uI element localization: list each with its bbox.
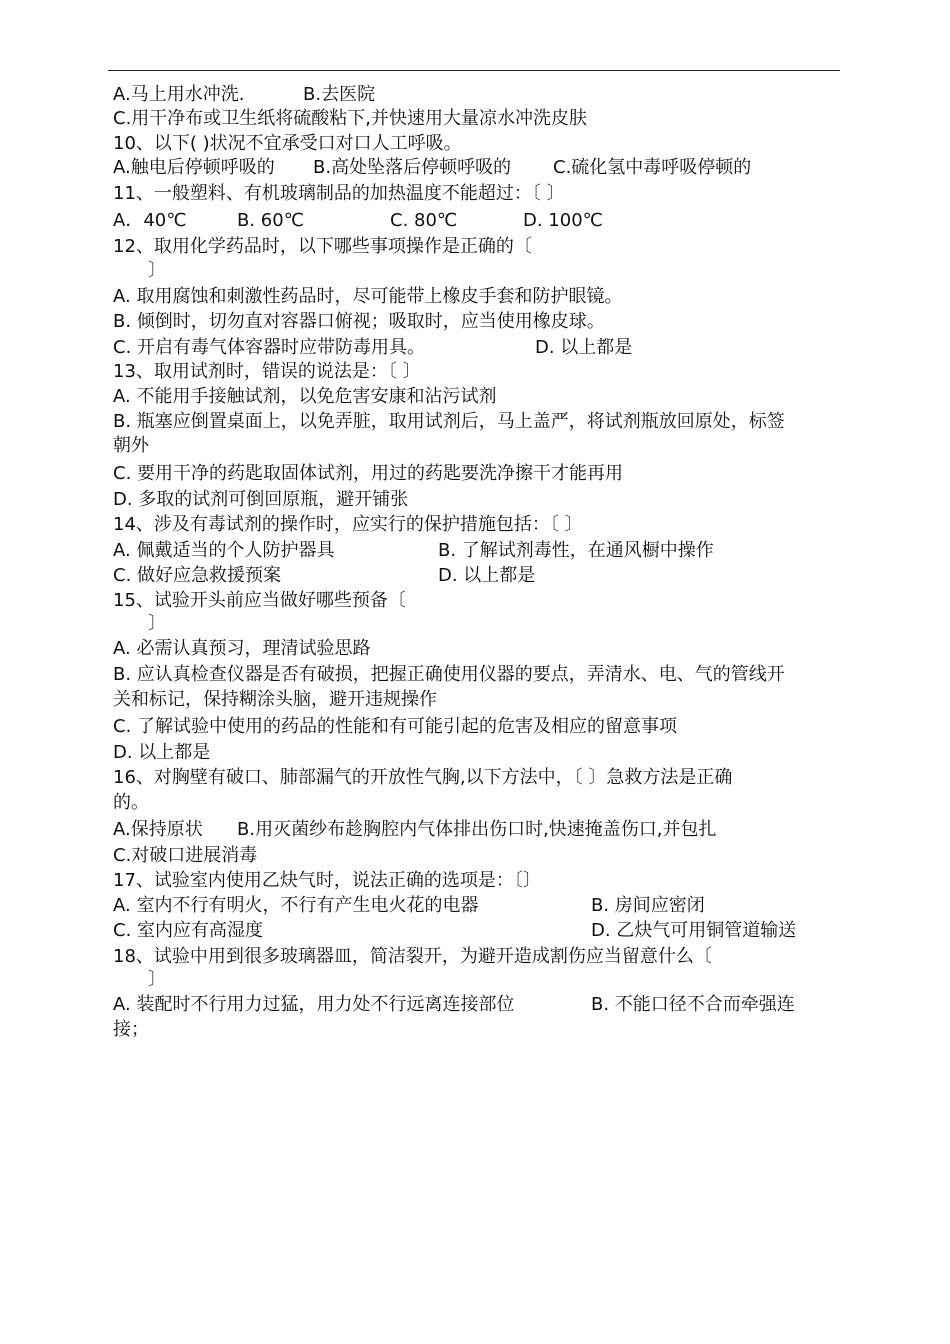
question-13-option-a: A. 不能用手接触试剂，以免危害安康和沾污试剂	[113, 386, 497, 407]
option-c: C.硫化氢中毒呼吸停顿的	[553, 157, 752, 178]
question-15-option-b-cont: 关和标记，保持糊涂头脑，避开违规操作	[113, 689, 437, 710]
question-15-option-a: A. 必需认真预习，理清试验思路	[113, 638, 371, 659]
option-d: D. 100℃	[523, 210, 603, 231]
option-a: A. 装配时不行用力过猛，用力处不行远离连接部位	[113, 994, 515, 1015]
question-12-option-b: B. 倾倒时，切勿直对容器口俯视；吸取时，应当使用橡皮球。	[113, 311, 605, 332]
question-13-option-d: D. 多取的试剂可倒回原瓶，避开铺张	[113, 489, 409, 510]
option-a: A.保持原状	[113, 819, 203, 840]
question-18-stem: 18、试验中用到很多玻璃器皿，简洁裂开，为避开造成割伤应当留意什么〔	[113, 946, 712, 967]
option-b: B. 不能口径不合而牵强连	[591, 994, 795, 1015]
option-b: B.高处坠落后停顿呼吸的	[313, 157, 512, 178]
question-16-stem-cont: 的。	[113, 792, 149, 813]
option-c: C. 做好应急救援预案	[113, 565, 282, 586]
header-rule	[108, 70, 840, 71]
option-b: B. 房间应密闭	[591, 895, 705, 916]
option-b: B.用灭菌纱布趁胸腔内气体排出伤口时,快速掩盖伤口,并包扎	[237, 819, 717, 840]
question-13-option-b: B. 瓶塞应倒置桌面上，以免弄脏，取用试剂后，马上盖严，将试剂瓶放回原处，标签	[113, 411, 785, 432]
question-15-stem: 15、试验开头前应当做好哪些预备〔	[113, 590, 406, 611]
question-13-stem: 13、取用试剂时，错误的说法是：〔 〕	[113, 361, 421, 382]
option-a: A. 佩戴适当的个人防护器具	[113, 540, 335, 561]
option-d: D. 乙炔气可用铜管道输送	[591, 920, 797, 941]
question-12-stem: 12、取用化学药品时，以下哪些事项操作是正确的〔	[113, 236, 532, 257]
question-16-option-c: C.对破口进展消毒	[113, 845, 258, 866]
option-d: D. 以上都是	[535, 337, 633, 358]
question-17-stem: 17、试验室内使用乙炔气时，说法正确的选项是：〔〕	[113, 870, 541, 891]
question-15-option-b: B. 应认真检查仪器是否有破损，把握正确使用仪器的要点，弄清水、电、气的管线开	[113, 664, 785, 685]
question-11-stem: 11、一般塑料、有机玻璃制品的加热温度不能超过：〔 〕	[113, 183, 565, 204]
option-b: B. 了解试剂毒性，在通风橱中操作	[438, 540, 714, 561]
question-12-option-a: A. 取用腐蚀和刺激性药品时，尽可能带上橡皮手套和防护眼镜。	[113, 286, 623, 307]
question-15-option-c: C. 了解试验中使用的药品的性能和有可能引起的危害及相应的留意事项	[113, 716, 678, 737]
question-15-stem-bracket: 〕	[148, 613, 166, 634]
question-18-option-b-cont: 接；	[113, 1019, 149, 1040]
option-c: C. 80℃	[390, 210, 458, 231]
option-b: B. 60℃	[237, 210, 304, 231]
question-13-option-b-cont: 朝外	[113, 435, 149, 456]
question-13-option-c: C. 要用干净的药匙取固体试剂，用过的药匙要洗净擦干才能再用	[113, 463, 624, 484]
option-c: C.用干净布或卫生纸将硫酸粘下,并快速用大量凉水冲洗皮肤	[113, 108, 588, 129]
question-16-stem: 16、对胸壁有破口、肺部漏气的开放性气胸,以下方法中，〔 〕急救方法是正确	[113, 767, 733, 788]
option-a: A. 室内不行有明火，不行有产生电火花的电器	[113, 895, 479, 916]
question-18-stem-bracket: 〕	[148, 969, 166, 990]
option-a: A．40℃	[113, 210, 187, 231]
question-14-stem: 14、涉及有毒试剂的操作时，应实行的保护措施包括：〔 〕	[113, 514, 583, 535]
option-c: C. 室内应有高湿度	[113, 920, 264, 941]
option-a: A.触电后停顿呼吸的	[113, 157, 275, 178]
question-15-option-d: D. 以上都是	[113, 742, 211, 763]
option-a: A.马上用水冲洗.	[113, 84, 245, 105]
question-12-stem-bracket: 〕	[148, 260, 166, 281]
question-10-stem: 10、以下( )状况不宜承受口对口人工呼吸。	[113, 133, 462, 154]
option-b: B.去医院	[303, 84, 376, 105]
option-c: C. 开启有毒气体容器时应带防毒用具。	[113, 337, 426, 358]
option-d: D. 以上都是	[438, 565, 536, 586]
